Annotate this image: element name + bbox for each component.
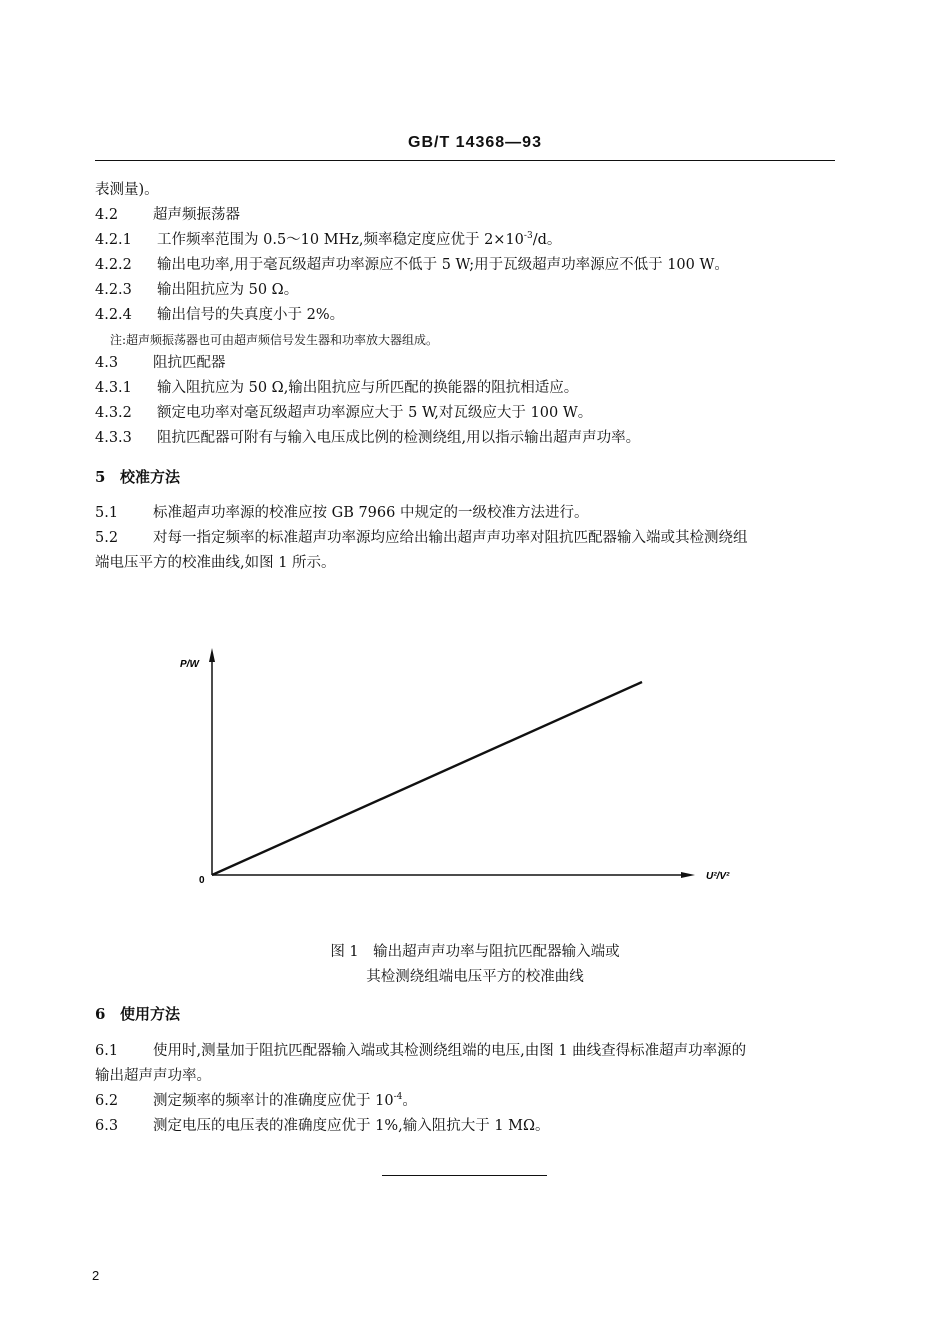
section-number: 6 [95, 1005, 106, 1023]
clause-6-1: 6.1 使用时,测量加于阻抗匹配器输入端或其检测绕组端的电压,由图 1 曲线查得标准超声功率源的 [95, 1043, 747, 1059]
text-line: 端电压平方的校准曲线,如图 1 所示。 [95, 555, 336, 571]
x-axis-label: U²/V² [706, 871, 730, 882]
y-axis-label: P/W [180, 659, 199, 670]
figure-caption-line-1: 图 1 输出超声声功率与阻抗匹配器输入端或 [330, 944, 620, 960]
note-line: 注:超声频振荡器也可由超声频信号发生器和功率放大器组成。 [110, 333, 439, 347]
clause-number: 4.3.2 [95, 405, 132, 421]
text-line: 输出超声声功率。 [95, 1068, 211, 1084]
clause-4-2-1: 4.2.1 工作频率范围为 0.5～10 MHz,频率稳定度应优于 $2\times 10^{-3}/d$。 [95, 231, 562, 248]
origin-label: 0 [199, 875, 205, 886]
clause-number: 4.2.1 [95, 232, 132, 248]
calibration-line [212, 682, 642, 875]
clause-number: 4.2.4 [95, 307, 132, 323]
clause-number: 4.2.2 [95, 257, 132, 273]
clause-4-2-4: 4.2.4 输出信号的失真度小于 2%。 [95, 307, 345, 323]
section-6-heading: 6 使用方法 [95, 1005, 181, 1023]
clause-4-3-1: 4.3.1 输入阻抗应为 50 Ω,输出阻抗应与所匹配的换能器的阻抗相适应。 [95, 380, 579, 396]
clause-6-2: 6.2 测定频率的频率计的准确度应优于 $10^{-4}$。 [95, 1092, 417, 1109]
section-number: 5 [95, 468, 106, 486]
x-axis-arrow [681, 872, 695, 878]
section-5-heading: 5 校准方法 [95, 468, 181, 486]
page-number: 2 [92, 1268, 100, 1283]
clause-number: 4.2.3 [95, 282, 132, 298]
clause-number: 4.3.1 [95, 380, 132, 396]
clause-6-3: 6.3 测定电压的电压表的准确度应优于 1%,输入阻抗大于 1 MΩ。 [95, 1118, 550, 1134]
clause-number: 4.2 [95, 207, 119, 223]
clause-4-2: 4.2 超声频振荡器 [95, 207, 240, 223]
end-rule [382, 1175, 547, 1176]
clause-number: 4.3 [95, 355, 119, 371]
clause-4-2-2: 4.2.2 输出电功率,用于毫瓦级超声功率源应不低于 5 W;用于瓦级超声功率源应不低于 100 W。 [95, 257, 729, 273]
y-axis-arrow [209, 648, 215, 662]
clause-number: 6.1 [95, 1043, 119, 1059]
text-line: 表测量)。 [95, 182, 159, 198]
clause-number: 4.3.3 [95, 430, 132, 446]
clause-5-2: 5.2 对每一指定频率的标准超声功率源均应给出输出超声声功率对阻抗匹配器输入端或其检测绕组 [95, 530, 748, 546]
clause-4-3-2: 4.3.2 额定电功率对毫瓦级超声功率源应大于 5 W,对瓦级应大于 100 W。 [95, 405, 593, 421]
clause-number: 5.2 [95, 530, 119, 546]
clause-4-3: 4.3 阻抗匹配器 [95, 355, 226, 371]
figure-caption-line-2: 其检测绕组端电压平方的校准曲线 [366, 969, 584, 985]
standard-code-header: GB/T 14368—93 [408, 134, 542, 151]
clause-4-2-3: 4.2.3 输出阻抗应为 50 Ω。 [95, 282, 299, 298]
clause-5-1: 5.1 标准超声功率源的校准应按 GB 7966 中规定的一级校准方法进行。 [95, 505, 589, 521]
clause-4-3-3: 4.3.3 阻抗匹配器可附有与输入电压成比例的检测绕组,用以指示输出超声声功率。 [95, 430, 641, 446]
clause-number: 6.2 [95, 1093, 119, 1109]
clause-number: 5.1 [95, 505, 119, 521]
clause-number: 6.3 [95, 1118, 119, 1134]
